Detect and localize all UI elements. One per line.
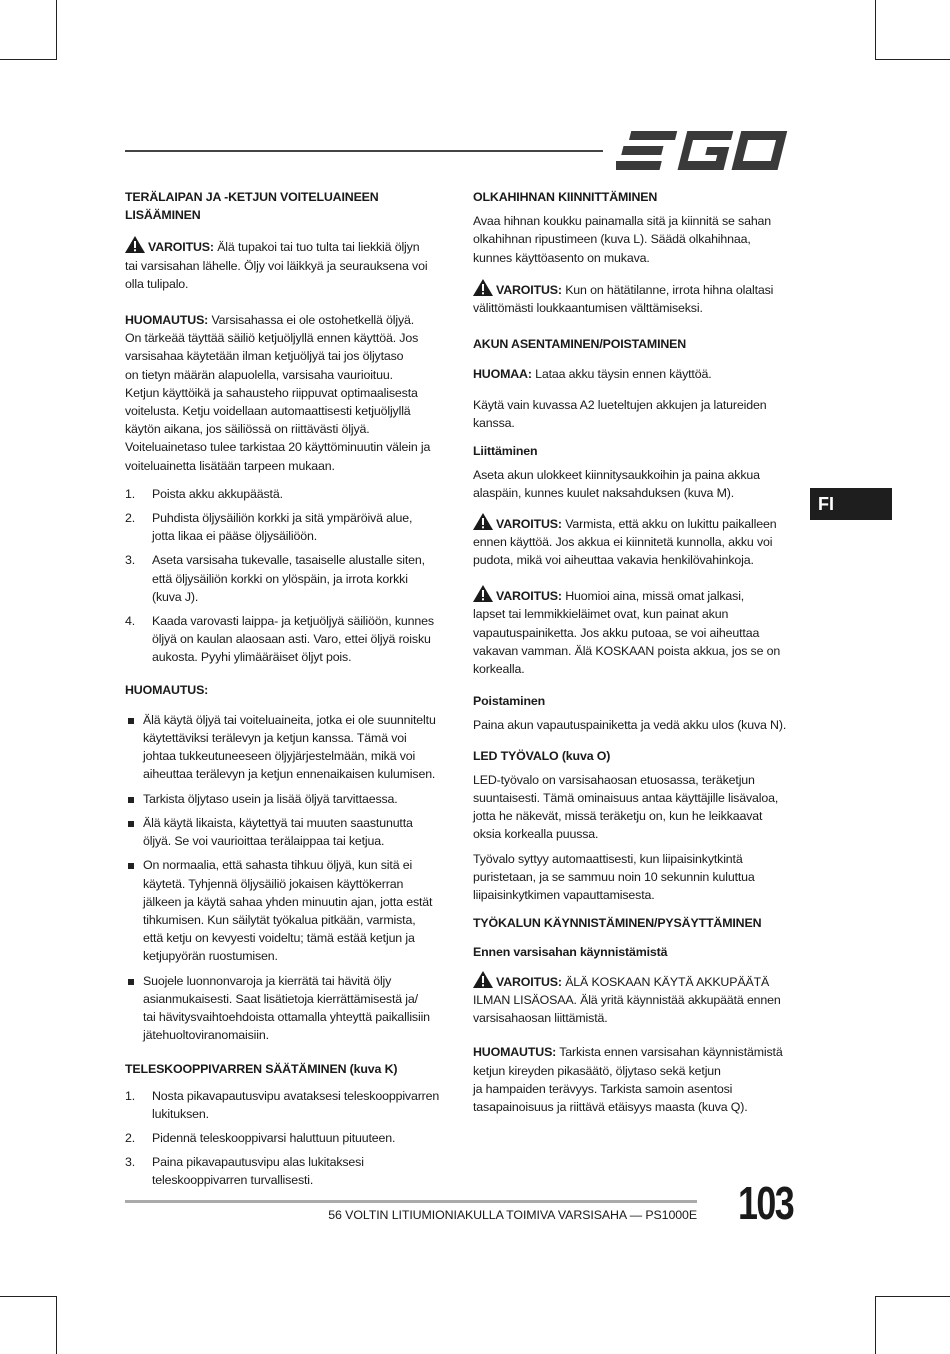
text-line: pudota, mikä voi aiheuttaa vakavia henkilövahinkoja. [473, 553, 754, 568]
text-line: ja hampaiden terävyys. Tarkista samoin asentosi [473, 1081, 733, 1096]
text-line: Tarkista öljytaso usein ja lisää öljyä tarvittaessa. [143, 791, 398, 806]
warning-block [473, 971, 808, 1028]
crop-mark [56, 0, 57, 60]
text-line: asianmukaisesti. Saat lisätietoja kierrättämisestä ja/ [143, 991, 418, 1006]
oiling-steps [125, 485, 455, 667]
text-line: jälkeen ja käytä sahaa yhden minuutin ajan, jotta estät [143, 894, 433, 909]
crop-mark [875, 59, 950, 60]
section-title-battery: AKUN ASENTAMINEN/POISTAMINEN [473, 337, 687, 352]
note-block [473, 365, 808, 383]
text-line: vapautuspainiketta. Jos akku putoaa, se voi aiheuttaa [473, 625, 760, 640]
bullet-square [128, 863, 134, 869]
step-number: 3. [125, 553, 136, 568]
warning-icon [473, 585, 493, 602]
warning-label: VAROITUS: [148, 240, 214, 255]
text-line: kunnes käyttöasento on mukava. [473, 250, 650, 265]
text-line: Varmista, että akku on lukittu paikalleen [565, 516, 777, 531]
text-line: Työvalo syttyy automaattisesti, kun liipaisinkytkintä [473, 851, 743, 866]
text-line: kanssa. [473, 415, 515, 430]
text-line: välittömästi loukkaantumisen välttämiseksi. [473, 301, 703, 316]
text-line: LED-työvalo on varsisahaosan etuosassa, teräketjun [473, 772, 755, 787]
text-line: lukituksen. [152, 1106, 209, 1121]
text-line: ennen käyttöä. Jos akkua ei kiinnitetä kunnolla, akku voi [473, 534, 773, 549]
text-line: Kun on hätätilanne, irrota hihna olaltasi [565, 282, 774, 297]
text-line: varsisahaa käytetään ilman ketjuöljyä tai jos öljytaso [125, 349, 404, 364]
text-line: Voiteluainetaso tulee tarkistaa 20 käyttöminuutin välein ja [125, 440, 431, 455]
bullet-square [128, 821, 134, 827]
text-line: käytön aikana, jos säiliössä on riittävästi öljyä. [125, 422, 370, 437]
telescope-steps [125, 1087, 455, 1190]
text-line: öljyä on kaulan alaosaan asti. Varo, ettei öljyä roisku [152, 632, 431, 647]
strap-paragraph [473, 212, 808, 267]
text-line: että öljysäiliön korkki on ylöspäin, ja irrota korkki [152, 571, 408, 586]
step-item [125, 509, 455, 545]
text-line: alaspäin, kunnes kuulet naksahduksen (kuva M). [473, 486, 735, 501]
text-line: voitelusta. Ketju voidellaan automaattisesti ketjuöljyllä [125, 404, 411, 419]
step-number: 3. [125, 1155, 136, 1170]
text-line: Kaada varovasti laippa- ja ketjuöljyä säiliöön, kunnes [152, 614, 434, 629]
text-line: vakavan vamman. Älä KOSKAAN poista akkua, jos se on [473, 643, 781, 658]
page-number: 103 [738, 1177, 794, 1229]
text-line: käytetä. Tyhjennä öljysäiliö jokaisen käyttökerran [143, 876, 404, 891]
notes-title: HUOMAUTUS: [125, 682, 209, 697]
warning-label: VAROITUS: [496, 516, 562, 531]
warning-block [473, 585, 808, 678]
bullet-item [125, 814, 455, 850]
text-line: teleskooppivarren turvallisesti. [152, 1173, 314, 1188]
text-line: ketjun kireyden pikasäätö, öljytaso sekä ketjun [473, 1063, 721, 1078]
subsection-title-attach: Liittäminen [473, 444, 538, 459]
bullet-square [128, 797, 134, 803]
footer-rule [125, 1200, 697, 1203]
crop-mark [875, 1296, 950, 1297]
text-line: jätehuoltoviranomaisiin. [143, 1028, 269, 1043]
text-line: Paina pikavapautusvipu alas lukitaksesi [152, 1155, 364, 1170]
footer-text: 56 VOLTIN LITIUMIONIAKULLA TOIMIVA VARSISAHA — PS1000E [328, 1208, 697, 1222]
text-line: Poista akku akkupäästä. [152, 486, 283, 501]
bullet-item [125, 856, 455, 965]
warning-label: VAROITUS: [496, 282, 562, 297]
text-line: Avaa hihnan koukku painamalla sitä ja kiinnitä se sahan [473, 214, 772, 229]
text-line: korkealla. [473, 662, 525, 677]
section-title-strap: OLKAHIHNAN KIINNITTÄMINEN [473, 190, 658, 204]
warning-icon [473, 279, 493, 296]
title-line: LISÄÄMINEN [125, 208, 201, 223]
step-number: 4. [125, 614, 136, 629]
text-line: Älä käytä likaista, käytettyä tai muuten saastunutta [143, 815, 413, 830]
text-line: Ketjun käyttöikä ja sahausteho riippuvat optimaalisesta [125, 385, 418, 400]
text-line: (kuva J). [152, 589, 199, 604]
step-item [125, 1129, 455, 1147]
section-title-startstop: TYÖKALUN KÄYNNISTÄMINEN/PYSÄYTTÄMINEN [473, 916, 762, 931]
right-column [473, 188, 808, 1116]
text-line: liipaisinkytkimen vapauttamisesta. [473, 888, 655, 903]
step-item [125, 1087, 455, 1123]
section-title-oiling [125, 188, 455, 224]
bullet-item [125, 711, 455, 784]
text-line: tasapainoisuus ja riittävä etäisyys maasta (kuva Q). [473, 1099, 748, 1114]
text-line: suuntaisesti. Tämä ominaisuus antaa käyttäjille lisävaloa, [473, 791, 779, 806]
warning-icon [473, 513, 493, 530]
text-line: oksia korkealla puussa. [473, 827, 599, 842]
text-line: olla tulipalo. [125, 276, 189, 291]
notes-list [125, 711, 455, 1044]
battery-paragraph [473, 396, 808, 432]
bullet-square [128, 979, 134, 985]
ego-logo [616, 128, 802, 174]
warning-block [125, 236, 455, 293]
text-line: On normaalia, että sahasta tihkuu öljyä, kun sitä ei [143, 858, 413, 873]
step-number: 1. [125, 486, 136, 501]
text-line: On tärkeää täyttää säiliö ketjuöljyllä ennen käyttöä. Jos [125, 331, 419, 346]
warning-icon [473, 971, 493, 988]
text-line: aukosta. Pyyhi ylimääräiset öljyt pois. [152, 650, 352, 665]
step-number: 1. [125, 1088, 136, 1103]
text-line: puristetaan, ja se sammuu noin 10 sekunnin kuluttua [473, 869, 755, 884]
text-line: tihkumisen. Kun säilytät työkalua pitkään, varmista, [143, 912, 416, 927]
note-label: HUOMAUTUS: [473, 1045, 557, 1060]
title-line: TERÄLAIPAN JA -KETJUN VOITELUAINEEN [125, 190, 379, 204]
text-line: ketjupyörän ruostumisen. [143, 949, 278, 964]
warning-icon [125, 236, 145, 253]
text-line: tai hävitysvaihtoehdoista ottamalla yhteyttä paikallisiin [143, 1009, 430, 1024]
text-line: Aseta varsisaha tukevalle, tasaiselle alustalle siten, [152, 553, 425, 568]
text-line: Aseta akun ulokkeet kiinnitysaukkoihin ja paina akkua [473, 468, 760, 483]
text-line: jotta he näkevät, missä teräketju on, kun he leikkaavat [473, 809, 763, 824]
header-rule [125, 150, 603, 152]
text-line: Suojele luonnonvaroja ja kierrätä tai hävitä öljy [143, 973, 392, 988]
text-line: Käytä vain kuvassa A2 lueteltujen akkujen ja latureiden [473, 397, 767, 412]
step-item [125, 612, 455, 667]
text-line: on tietyn määrän alapuolella, varsisaha vaurioituu. [125, 367, 393, 382]
crop-mark [875, 1296, 876, 1354]
text-line: Nosta pikavapautusvipu avataksesi teleskooppivarren [152, 1088, 440, 1103]
bullet-square [128, 718, 134, 724]
warning-block [473, 279, 808, 317]
step-item [125, 1153, 455, 1189]
text-line: aiheuttaa terälevyn ja ketjun ennenaikaisen kulumisen. [143, 767, 436, 782]
crop-mark [56, 1296, 57, 1354]
text-line: Pidennä teleskooppivarsi haluttuun pituuteen. [152, 1130, 396, 1145]
text-line: jotta likaa ei pääse öljysäiliöön. [152, 529, 318, 544]
text-line: varsisahaosan liittämistä. [473, 1011, 608, 1026]
led-paragraph [473, 850, 808, 905]
section-title-telescope: TELESKOOPPIVARREN SÄÄTÄMINEN (kuva K) [125, 1062, 398, 1077]
text-line: Älä tupakoi tai tuo tulta tai liekkiä öljyn [217, 240, 420, 255]
step-item [125, 485, 455, 503]
text-line: Puhdista öljysäiliön korkki ja sitä ympäröivä alue, [152, 511, 413, 526]
text-line: johtaa tukkeutuneeseen öljyjärjestelmään, mikä voi [143, 749, 416, 764]
step-item [125, 551, 455, 606]
text-line: käytettäviksi terälevyn ja ketjun kanssa. Tämä voi [143, 731, 407, 746]
text-line: Varsisahassa ei ole ostohetkellä öljyä. [211, 313, 415, 328]
subsection-title-remove: Poistaminen [473, 694, 546, 709]
warning-label: VAROITUS: [496, 589, 562, 604]
note-block [125, 311, 455, 475]
bullet-item [125, 972, 455, 1045]
text-line: Lataa akku täysin ennen käyttöä. [535, 367, 712, 382]
remove-paragraph: Paina akun vapautuspainiketta ja vedä akku ulos (kuva N). [473, 718, 787, 733]
step-number: 2. [125, 511, 136, 526]
left-column [125, 188, 455, 1196]
text-line: että ketju on kevyesti voideltu; tämä estää ketjun ja [143, 931, 415, 946]
note-block [473, 1043, 808, 1116]
step-number: 2. [125, 1130, 136, 1145]
note-label: HUOMAA: [473, 367, 532, 382]
crop-mark [0, 59, 57, 60]
note-label: HUOMAUTUS: [125, 313, 209, 328]
warning-label: VAROITUS: [496, 974, 562, 989]
text-line: öljyä. Se voi vaurioittaa terälaippaa tai ketjua. [143, 834, 385, 849]
text-line: Tarkista ennen varsisahan käynnistämistä [559, 1045, 783, 1060]
text-line: ILMAN LISÄOSAA. Älä yritä käynnistää akkupäätä ennen [473, 992, 781, 1007]
text-line: Älä käytä öljyä tai voiteluaineita, jotka ei ole suunniteltu [143, 712, 436, 727]
section-title-led: LED TYÖVALO (kuva O) [473, 748, 611, 763]
text-line: ÄLÄ KOSKAAN KÄYTÄ AKKUPÄÄTÄ [565, 974, 770, 989]
warning-block [473, 513, 808, 570]
crop-mark [875, 0, 876, 60]
language-tab: FI [810, 488, 892, 520]
subsection-title-before-start: Ennen varsisahan käynnistämistä [473, 944, 668, 959]
crop-mark [0, 1296, 57, 1297]
text-line: lapset tai lemmikkieläimet ovat, kun painat akun [473, 607, 729, 622]
text-line: tai varsisahan lähelle. Öljy voi läikkyä ja seurauksena voi [125, 258, 428, 273]
attach-paragraph [473, 466, 808, 502]
led-paragraph [473, 771, 808, 844]
text-line: Huomioi aina, missä omat jalkasi, [565, 589, 745, 604]
text-line: olkahihnan ripustimeen (kuva L). Säädä olkahihnaa, [473, 232, 751, 247]
bullet-item [125, 790, 455, 808]
text-line: voiteluainetta lisätään tarpeen mukaan. [125, 458, 335, 473]
